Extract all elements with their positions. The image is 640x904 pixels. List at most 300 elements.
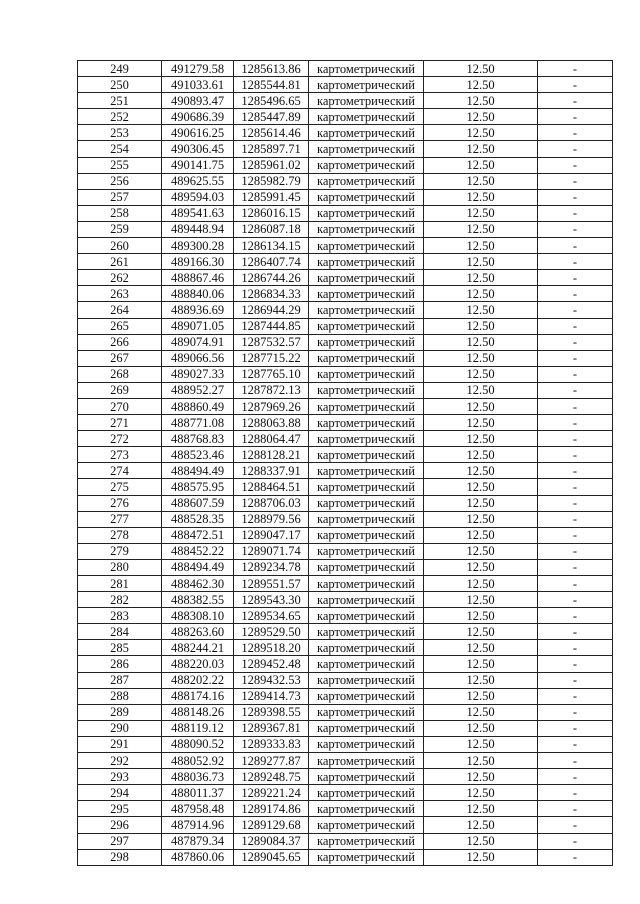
point-number-cell: 283 xyxy=(78,608,162,624)
y-coordinate-cell: 1289084.37 xyxy=(234,833,309,849)
method-cell: картометрический xyxy=(309,463,424,479)
x-coordinate-cell: 488244.21 xyxy=(162,640,234,656)
table-row xyxy=(78,688,613,704)
method-cell: картометрический xyxy=(309,93,424,109)
y-coordinate-cell: 1289248.75 xyxy=(234,769,309,785)
method-cell: картометрический xyxy=(309,254,424,270)
dash-cell: - xyxy=(538,189,613,205)
y-coordinate-cell: 1289221.24 xyxy=(234,785,309,801)
y-coordinate-cell: 1286744.26 xyxy=(234,270,309,286)
point-number-cell: 252 xyxy=(78,109,162,125)
dash-cell: - xyxy=(538,350,613,366)
table-row xyxy=(78,398,613,414)
dash-cell: - xyxy=(538,511,613,527)
precision-cell: 12.50 xyxy=(424,608,538,624)
y-coordinate-cell: 1287765.10 xyxy=(234,366,309,382)
y-coordinate-cell: 1289071.74 xyxy=(234,543,309,559)
precision-cell: 12.50 xyxy=(424,93,538,109)
table-row xyxy=(78,704,613,720)
table-row xyxy=(78,125,613,141)
precision-cell: 12.50 xyxy=(424,254,538,270)
precision-cell: 12.50 xyxy=(424,736,538,752)
method-cell: картометрический xyxy=(309,753,424,769)
dash-cell: - xyxy=(538,109,613,125)
dash-cell: - xyxy=(538,61,613,77)
y-coordinate-cell: 1285897.71 xyxy=(234,141,309,157)
table-row xyxy=(78,286,613,302)
y-coordinate-cell: 1288128.21 xyxy=(234,447,309,463)
x-coordinate-cell: 487879.34 xyxy=(162,833,234,849)
y-coordinate-cell: 1289174.86 xyxy=(234,801,309,817)
method-cell: картометрический xyxy=(309,302,424,318)
x-coordinate-cell: 488308.10 xyxy=(162,608,234,624)
y-coordinate-cell: 1288464.51 xyxy=(234,479,309,495)
precision-cell: 12.50 xyxy=(424,640,538,656)
method-cell: картометрический xyxy=(309,608,424,624)
point-number-cell: 271 xyxy=(78,415,162,431)
precision-cell: 12.50 xyxy=(424,221,538,237)
table-row xyxy=(78,431,613,447)
dash-cell: - xyxy=(538,205,613,221)
table-row xyxy=(78,608,613,624)
point-number-cell: 286 xyxy=(78,656,162,672)
table-row xyxy=(78,447,613,463)
y-coordinate-cell: 1286087.18 xyxy=(234,221,309,237)
precision-cell: 12.50 xyxy=(424,334,538,350)
precision-cell: 12.50 xyxy=(424,576,538,592)
coordinates-table xyxy=(77,60,613,866)
table-row xyxy=(78,479,613,495)
x-coordinate-cell: 491279.58 xyxy=(162,61,234,77)
x-coordinate-cell: 488263.60 xyxy=(162,624,234,640)
precision-cell: 12.50 xyxy=(424,656,538,672)
y-coordinate-cell: 1285991.45 xyxy=(234,189,309,205)
y-coordinate-cell: 1288064.47 xyxy=(234,431,309,447)
method-cell: картометрический xyxy=(309,833,424,849)
y-coordinate-cell: 1289414.73 xyxy=(234,688,309,704)
x-coordinate-cell: 489625.55 xyxy=(162,173,234,189)
method-cell: картометрический xyxy=(309,205,424,221)
method-cell: картометрический xyxy=(309,366,424,382)
table-row xyxy=(78,221,613,237)
y-coordinate-cell: 1288337.91 xyxy=(234,463,309,479)
precision-cell: 12.50 xyxy=(424,479,538,495)
table-row xyxy=(78,350,613,366)
precision-cell: 12.50 xyxy=(424,302,538,318)
precision-cell: 12.50 xyxy=(424,77,538,93)
y-coordinate-cell: 1285544.81 xyxy=(234,77,309,93)
dash-cell: - xyxy=(538,398,613,414)
precision-cell: 12.50 xyxy=(424,141,538,157)
method-cell: картометрический xyxy=(309,350,424,366)
table-row xyxy=(78,254,613,270)
dash-cell: - xyxy=(538,173,613,189)
method-cell: картометрический xyxy=(309,736,424,752)
x-coordinate-cell: 489300.28 xyxy=(162,238,234,254)
method-cell: картометрический xyxy=(309,688,424,704)
precision-cell: 12.50 xyxy=(424,447,538,463)
table-row xyxy=(78,527,613,543)
precision-cell: 12.50 xyxy=(424,125,538,141)
precision-cell: 12.50 xyxy=(424,431,538,447)
dash-cell: - xyxy=(538,753,613,769)
dash-cell: - xyxy=(538,415,613,431)
precision-cell: 12.50 xyxy=(424,286,538,302)
y-coordinate-cell: 1289234.78 xyxy=(234,559,309,575)
table-row xyxy=(78,205,613,221)
table-row xyxy=(78,817,613,833)
y-coordinate-cell: 1288063.88 xyxy=(234,415,309,431)
point-number-cell: 268 xyxy=(78,366,162,382)
x-coordinate-cell: 488202.22 xyxy=(162,672,234,688)
table-row xyxy=(78,302,613,318)
table-row xyxy=(78,77,613,93)
table-body xyxy=(78,61,613,866)
precision-cell: 12.50 xyxy=(424,415,538,431)
point-number-cell: 255 xyxy=(78,157,162,173)
table-row xyxy=(78,849,613,865)
table-row xyxy=(78,736,613,752)
dash-cell: - xyxy=(538,640,613,656)
table-row xyxy=(78,720,613,736)
dash-cell: - xyxy=(538,238,613,254)
dash-cell: - xyxy=(538,624,613,640)
method-cell: картометрический xyxy=(309,801,424,817)
y-coordinate-cell: 1289129.68 xyxy=(234,817,309,833)
table-row xyxy=(78,543,613,559)
x-coordinate-cell: 488494.49 xyxy=(162,559,234,575)
method-cell: картометрический xyxy=(309,849,424,865)
point-number-cell: 285 xyxy=(78,640,162,656)
dash-cell: - xyxy=(538,849,613,865)
dash-cell: - xyxy=(538,447,613,463)
method-cell: картометрический xyxy=(309,431,424,447)
point-number-cell: 279 xyxy=(78,543,162,559)
method-cell: картометрический xyxy=(309,479,424,495)
point-number-cell: 264 xyxy=(78,302,162,318)
method-cell: картометрический xyxy=(309,527,424,543)
point-number-cell: 256 xyxy=(78,173,162,189)
x-coordinate-cell: 488462.30 xyxy=(162,576,234,592)
dash-cell: - xyxy=(538,479,613,495)
point-number-cell: 280 xyxy=(78,559,162,575)
method-cell: картометрический xyxy=(309,270,424,286)
precision-cell: 12.50 xyxy=(424,495,538,511)
precision-cell: 12.50 xyxy=(424,382,538,398)
x-coordinate-cell: 489541.63 xyxy=(162,205,234,221)
point-number-cell: 297 xyxy=(78,833,162,849)
y-coordinate-cell: 1287969.26 xyxy=(234,398,309,414)
precision-cell: 12.50 xyxy=(424,817,538,833)
point-number-cell: 275 xyxy=(78,479,162,495)
x-coordinate-cell: 488036.73 xyxy=(162,769,234,785)
y-coordinate-cell: 1289432.53 xyxy=(234,672,309,688)
point-number-cell: 282 xyxy=(78,592,162,608)
x-coordinate-cell: 488494.49 xyxy=(162,463,234,479)
point-number-cell: 265 xyxy=(78,318,162,334)
y-coordinate-cell: 1285447.89 xyxy=(234,109,309,125)
point-number-cell: 276 xyxy=(78,495,162,511)
table-row xyxy=(78,141,613,157)
x-coordinate-cell: 491033.61 xyxy=(162,77,234,93)
method-cell: картометрический xyxy=(309,382,424,398)
dash-cell: - xyxy=(538,382,613,398)
method-cell: картометрический xyxy=(309,640,424,656)
y-coordinate-cell: 1285496.65 xyxy=(234,93,309,109)
table-row xyxy=(78,640,613,656)
method-cell: картометрический xyxy=(309,543,424,559)
point-number-cell: 290 xyxy=(78,720,162,736)
x-coordinate-cell: 489166.30 xyxy=(162,254,234,270)
x-coordinate-cell: 490306.45 xyxy=(162,141,234,157)
dash-cell: - xyxy=(538,608,613,624)
method-cell: картометрический xyxy=(309,624,424,640)
x-coordinate-cell: 488174.16 xyxy=(162,688,234,704)
dash-cell: - xyxy=(538,157,613,173)
dash-cell: - xyxy=(538,286,613,302)
y-coordinate-cell: 1287715.22 xyxy=(234,350,309,366)
precision-cell: 12.50 xyxy=(424,785,538,801)
point-number-cell: 267 xyxy=(78,350,162,366)
dash-cell: - xyxy=(538,431,613,447)
precision-cell: 12.50 xyxy=(424,463,538,479)
table-row xyxy=(78,592,613,608)
x-coordinate-cell: 488382.55 xyxy=(162,592,234,608)
x-coordinate-cell: 488148.26 xyxy=(162,704,234,720)
precision-cell: 12.50 xyxy=(424,833,538,849)
table-row xyxy=(78,270,613,286)
point-number-cell: 266 xyxy=(78,334,162,350)
y-coordinate-cell: 1285961.02 xyxy=(234,157,309,173)
method-cell: картометрический xyxy=(309,334,424,350)
dash-cell: - xyxy=(538,366,613,382)
method-cell: картометрический xyxy=(309,398,424,414)
precision-cell: 12.50 xyxy=(424,270,538,286)
dash-cell: - xyxy=(538,688,613,704)
method-cell: картометрический xyxy=(309,61,424,77)
y-coordinate-cell: 1288706.03 xyxy=(234,495,309,511)
table-row xyxy=(78,624,613,640)
dash-cell: - xyxy=(538,769,613,785)
point-number-cell: 263 xyxy=(78,286,162,302)
precision-cell: 12.50 xyxy=(424,157,538,173)
method-cell: картометрический xyxy=(309,189,424,205)
point-number-cell: 253 xyxy=(78,125,162,141)
precision-cell: 12.50 xyxy=(424,672,538,688)
method-cell: картометрический xyxy=(309,77,424,93)
precision-cell: 12.50 xyxy=(424,704,538,720)
dash-cell: - xyxy=(538,463,613,479)
point-number-cell: 281 xyxy=(78,576,162,592)
dash-cell: - xyxy=(538,704,613,720)
point-number-cell: 259 xyxy=(78,221,162,237)
precision-cell: 12.50 xyxy=(424,189,538,205)
point-number-cell: 262 xyxy=(78,270,162,286)
dash-cell: - xyxy=(538,125,613,141)
method-cell: картометрический xyxy=(309,817,424,833)
x-coordinate-cell: 488771.08 xyxy=(162,415,234,431)
method-cell: картометрический xyxy=(309,495,424,511)
table-row xyxy=(78,753,613,769)
precision-cell: 12.50 xyxy=(424,398,538,414)
precision-cell: 12.50 xyxy=(424,109,538,125)
x-coordinate-cell: 490893.47 xyxy=(162,93,234,109)
dash-cell: - xyxy=(538,527,613,543)
table-row xyxy=(78,511,613,527)
x-coordinate-cell: 488052.92 xyxy=(162,753,234,769)
table-row xyxy=(78,495,613,511)
x-coordinate-cell: 488860.49 xyxy=(162,398,234,414)
precision-cell: 12.50 xyxy=(424,543,538,559)
point-number-cell: 269 xyxy=(78,382,162,398)
dash-cell: - xyxy=(538,576,613,592)
x-coordinate-cell: 488867.46 xyxy=(162,270,234,286)
point-number-cell: 291 xyxy=(78,736,162,752)
y-coordinate-cell: 1289529.50 xyxy=(234,624,309,640)
y-coordinate-cell: 1285982.79 xyxy=(234,173,309,189)
x-coordinate-cell: 489448.94 xyxy=(162,221,234,237)
table-row xyxy=(78,109,613,125)
y-coordinate-cell: 1289047.17 xyxy=(234,527,309,543)
dash-cell: - xyxy=(538,592,613,608)
y-coordinate-cell: 1289534.65 xyxy=(234,608,309,624)
y-coordinate-cell: 1289518.20 xyxy=(234,640,309,656)
table-row xyxy=(78,173,613,189)
table-row xyxy=(78,415,613,431)
dash-cell: - xyxy=(538,93,613,109)
point-number-cell: 284 xyxy=(78,624,162,640)
x-coordinate-cell: 488952.27 xyxy=(162,382,234,398)
x-coordinate-cell: 489027.33 xyxy=(162,366,234,382)
point-number-cell: 261 xyxy=(78,254,162,270)
method-cell: картометрический xyxy=(309,576,424,592)
method-cell: картометрический xyxy=(309,511,424,527)
table-row xyxy=(78,801,613,817)
x-coordinate-cell: 488220.03 xyxy=(162,656,234,672)
table-row xyxy=(78,189,613,205)
precision-cell: 12.50 xyxy=(424,350,538,366)
x-coordinate-cell: 490141.75 xyxy=(162,157,234,173)
point-number-cell: 270 xyxy=(78,398,162,414)
method-cell: картометрический xyxy=(309,286,424,302)
x-coordinate-cell: 489071.05 xyxy=(162,318,234,334)
dash-cell: - xyxy=(538,785,613,801)
precision-cell: 12.50 xyxy=(424,624,538,640)
x-coordinate-cell: 490616.25 xyxy=(162,125,234,141)
precision-cell: 12.50 xyxy=(424,801,538,817)
point-number-cell: 298 xyxy=(78,849,162,865)
method-cell: картометрический xyxy=(309,415,424,431)
dash-cell: - xyxy=(538,318,613,334)
dash-cell: - xyxy=(538,672,613,688)
point-number-cell: 293 xyxy=(78,769,162,785)
dash-cell: - xyxy=(538,221,613,237)
table-row xyxy=(78,576,613,592)
dash-cell: - xyxy=(538,559,613,575)
dash-cell: - xyxy=(538,302,613,318)
dash-cell: - xyxy=(538,801,613,817)
table-row xyxy=(78,318,613,334)
y-coordinate-cell: 1285613.86 xyxy=(234,61,309,77)
y-coordinate-cell: 1287532.57 xyxy=(234,334,309,350)
method-cell: картометрический xyxy=(309,592,424,608)
point-number-cell: 287 xyxy=(78,672,162,688)
table-row xyxy=(78,238,613,254)
point-number-cell: 260 xyxy=(78,238,162,254)
x-coordinate-cell: 490686.39 xyxy=(162,109,234,125)
x-coordinate-cell: 488452.22 xyxy=(162,543,234,559)
method-cell: картометрический xyxy=(309,785,424,801)
table-row xyxy=(78,656,613,672)
y-coordinate-cell: 1286134.15 xyxy=(234,238,309,254)
table-row xyxy=(78,93,613,109)
point-number-cell: 250 xyxy=(78,77,162,93)
dash-cell: - xyxy=(538,833,613,849)
x-coordinate-cell: 488607.59 xyxy=(162,495,234,511)
point-number-cell: 251 xyxy=(78,93,162,109)
x-coordinate-cell: 488090.52 xyxy=(162,736,234,752)
point-number-cell: 294 xyxy=(78,785,162,801)
table-row xyxy=(78,61,613,77)
precision-cell: 12.50 xyxy=(424,688,538,704)
x-coordinate-cell: 488575.95 xyxy=(162,479,234,495)
x-coordinate-cell: 489074.91 xyxy=(162,334,234,350)
point-number-cell: 273 xyxy=(78,447,162,463)
dash-cell: - xyxy=(538,736,613,752)
table-row xyxy=(78,366,613,382)
y-coordinate-cell: 1285614.46 xyxy=(234,125,309,141)
method-cell: картометрический xyxy=(309,447,424,463)
y-coordinate-cell: 1289452.48 xyxy=(234,656,309,672)
precision-cell: 12.50 xyxy=(424,527,538,543)
x-coordinate-cell: 488119.12 xyxy=(162,720,234,736)
precision-cell: 12.50 xyxy=(424,559,538,575)
method-cell: картометрический xyxy=(309,109,424,125)
table-row xyxy=(78,769,613,785)
precision-cell: 12.50 xyxy=(424,720,538,736)
point-number-cell: 296 xyxy=(78,817,162,833)
x-coordinate-cell: 488528.35 xyxy=(162,511,234,527)
dash-cell: - xyxy=(538,334,613,350)
x-coordinate-cell: 488472.51 xyxy=(162,527,234,543)
point-number-cell: 257 xyxy=(78,189,162,205)
method-cell: картометрический xyxy=(309,221,424,237)
method-cell: картометрический xyxy=(309,656,424,672)
y-coordinate-cell: 1286407.74 xyxy=(234,254,309,270)
y-coordinate-cell: 1289398.55 xyxy=(234,704,309,720)
dash-cell: - xyxy=(538,495,613,511)
method-cell: картометрический xyxy=(309,559,424,575)
method-cell: картометрический xyxy=(309,720,424,736)
precision-cell: 12.50 xyxy=(424,366,538,382)
y-coordinate-cell: 1286834.33 xyxy=(234,286,309,302)
point-number-cell: 272 xyxy=(78,431,162,447)
method-cell: картометрический xyxy=(309,672,424,688)
dash-cell: - xyxy=(538,720,613,736)
y-coordinate-cell: 1289277.87 xyxy=(234,753,309,769)
point-number-cell: 249 xyxy=(78,61,162,77)
x-coordinate-cell: 488936.69 xyxy=(162,302,234,318)
method-cell: картометрический xyxy=(309,157,424,173)
x-coordinate-cell: 488011.37 xyxy=(162,785,234,801)
table-row xyxy=(78,463,613,479)
point-number-cell: 289 xyxy=(78,704,162,720)
precision-cell: 12.50 xyxy=(424,511,538,527)
x-coordinate-cell: 489594.03 xyxy=(162,189,234,205)
y-coordinate-cell: 1289333.83 xyxy=(234,736,309,752)
precision-cell: 12.50 xyxy=(424,61,538,77)
y-coordinate-cell: 1288979.56 xyxy=(234,511,309,527)
